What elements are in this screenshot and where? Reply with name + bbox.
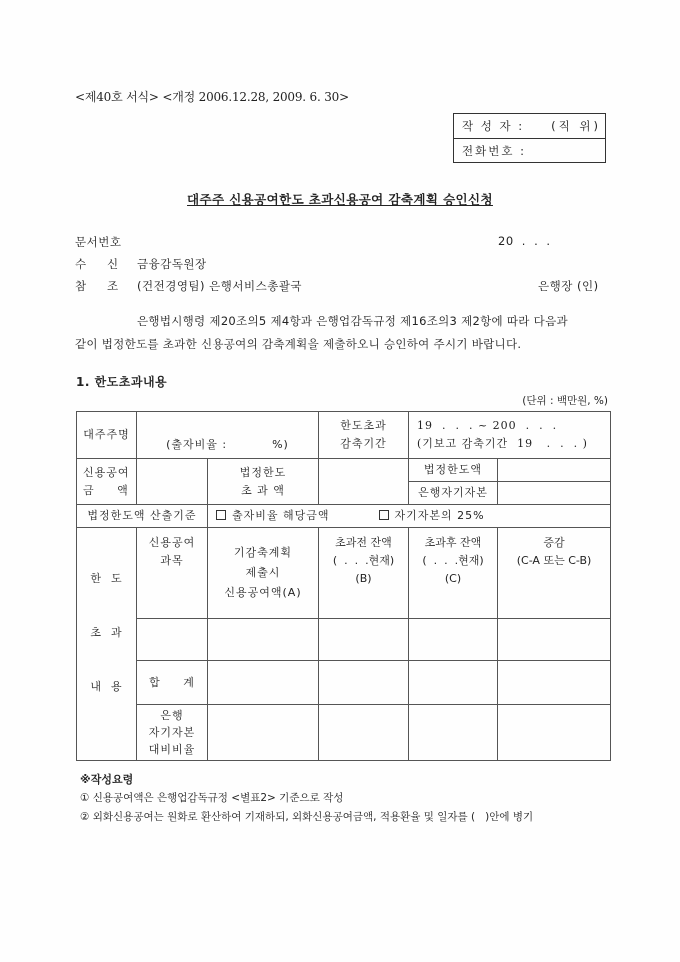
after-balance-cell[interactable]	[409, 619, 498, 661]
recipient-label-1: 수	[75, 257, 87, 271]
total-after-balance[interactable]	[409, 661, 498, 705]
basis-option-1[interactable]	[216, 509, 330, 522]
position-label: (직 위)	[551, 119, 601, 133]
excess-content-table	[76, 411, 611, 761]
total-before-balance[interactable]	[319, 661, 409, 705]
total-label: 합 계	[137, 661, 208, 705]
paragraph-line-2: 같이 법정한도를 초과한 신용공여의 감축계획을 제출하오니 승인하여 주시기 바랍니다.	[75, 337, 522, 351]
reduction-period-label-2: 감축기간	[340, 437, 387, 450]
equity-value[interactable]	[498, 482, 611, 505]
legal-limit-label: 법정한도액	[409, 459, 498, 482]
col-change-2: (C-A 또는 C-B)	[516, 554, 592, 567]
reduction-period-field[interactable]	[409, 412, 611, 459]
period-line-2: (기보고 감축기간 19 . . . )	[417, 437, 588, 450]
document-title	[0, 190, 680, 208]
major-shareholder-label: 대주주명	[77, 412, 137, 459]
credit-amount-row-1	[77, 459, 611, 482]
basis-option-1-label: 출자비율 해당금액	[232, 509, 330, 522]
reduction-period-label	[319, 412, 409, 459]
col-after-2: ( . . .현재)	[422, 554, 484, 567]
col-plan-amount-2: 제출시	[245, 566, 281, 579]
period-line-1: 19 . . . ~ 200 . . .	[417, 419, 558, 432]
phone-label: 전화번호 :	[462, 144, 526, 158]
ownership-ratio-field[interactable]	[137, 412, 319, 459]
checkbox-icon[interactable]	[379, 510, 389, 520]
recipient-label-2: 신	[107, 257, 119, 271]
excess-content-label-2: 초 과	[90, 626, 123, 639]
col-plan-amount-1: 기감축계획	[233, 546, 293, 559]
reference-label-1: 참	[75, 279, 87, 293]
title-text: 대주주 신용공여한도 초과신용공여 감축계획 승인신청	[187, 192, 493, 207]
equity-label: 은행자기자본	[409, 482, 498, 505]
excess-content-label-3: 내 용	[90, 680, 123, 693]
excess-content-label	[77, 528, 137, 761]
credit-amount-label-2: 금 액	[83, 483, 129, 497]
col-before-3: (B)	[355, 572, 372, 585]
before-balance-cell[interactable]	[319, 619, 409, 661]
col-plan-amount	[208, 528, 319, 619]
ratio-label-2: 자기자본	[148, 726, 196, 739]
col-credit-type-1: 신용공여	[148, 536, 196, 549]
detail-data-row	[77, 619, 611, 661]
total-plan-amount[interactable]	[208, 661, 319, 705]
ratio-after-balance[interactable]	[409, 705, 498, 761]
col-after-balance	[409, 528, 498, 619]
ratio-change[interactable]	[498, 705, 611, 761]
signature: 은행장 (인)	[538, 279, 599, 293]
ownership-ratio-text: (출자비율 : %)	[166, 438, 289, 451]
plan-amount-cell[interactable]	[208, 619, 319, 661]
doc-number-label: 문서번호	[75, 235, 122, 249]
col-after-1: 초과후 잔액	[424, 536, 482, 549]
credit-amount-label-1: 신용공여	[83, 465, 130, 479]
doc-date: 20 . . .	[498, 234, 551, 248]
shareholder-row	[77, 412, 611, 459]
credit-type-cell[interactable]	[137, 619, 208, 661]
recipient: 금융감독원장	[137, 257, 207, 271]
section-heading: 1. 한도초과내용	[76, 375, 168, 389]
basis-option-2-label: 자기자본의 25%	[394, 509, 485, 522]
paragraph-line-1: 은행법시행령 제20조의5 제4항과 은행업감독규정 제16조의3 제2항에 따라 다음과	[137, 314, 568, 328]
col-before-balance	[319, 528, 409, 619]
ratio-before-balance[interactable]	[319, 705, 409, 761]
credit-amount-label	[77, 459, 137, 505]
reference-label-2: 조	[107, 279, 119, 293]
col-after-3: (C)	[444, 572, 462, 585]
basis-row	[77, 505, 611, 528]
ratio-row	[77, 705, 611, 761]
note-item-1: ① 신용공여액은 은행업감독규정 <별표2> 기준으로 작성	[80, 792, 344, 804]
excess-label-1: 법정한도	[239, 465, 287, 479]
author-info-box	[453, 113, 606, 163]
note-item-2: ② 외화신용공여는 원화로 환산하여 기재하되, 외화신용공여금액, 적용환율 및 일자를 ( )안에 병기	[80, 811, 534, 823]
excess-amount-value[interactable]	[319, 459, 409, 505]
col-change	[498, 528, 611, 619]
request-paragraph	[75, 310, 610, 356]
col-before-2: ( . . .현재)	[332, 554, 395, 567]
ratio-label-3: 대비비율	[148, 743, 196, 756]
credit-amount-value[interactable]	[137, 459, 208, 505]
col-before-1: 초과전 잔액	[335, 536, 392, 549]
author-label: 작 성 자 :	[462, 119, 525, 133]
checkbox-icon[interactable]	[216, 510, 226, 520]
total-change[interactable]	[498, 661, 611, 705]
basis-options	[208, 505, 611, 528]
excess-content-label-1: 한 도	[90, 572, 123, 585]
excess-amount-label	[208, 459, 319, 505]
reduction-period-label-1: 한도초과	[340, 419, 387, 432]
col-credit-type-2: 과목	[160, 554, 184, 567]
legal-limit-value[interactable]	[498, 459, 611, 482]
unit-label: (단위 : 백만원, %)	[522, 395, 608, 407]
reference: (건전경영팀) 은행서비스총괄국	[137, 279, 303, 293]
col-change-1: 증감	[543, 536, 565, 549]
excess-label-2: 초 과 액	[241, 483, 285, 497]
basis-option-2[interactable]	[379, 509, 485, 522]
phone-row	[454, 138, 605, 162]
basis-label: 법정한도액 산출기준	[77, 505, 208, 528]
ratio-plan-amount[interactable]	[208, 705, 319, 761]
col-plan-amount-3: 신용공여액(A)	[224, 586, 302, 599]
ratio-label-1: 은행	[160, 709, 184, 722]
form-number: <제40호 서식> <개정 2006.12.28, 2009. 6. 30>	[75, 90, 349, 104]
notes-heading: ※작성요령	[80, 773, 134, 786]
detail-header-row	[77, 528, 611, 619]
author-row	[454, 114, 605, 138]
total-row	[77, 661, 611, 705]
ratio-label	[137, 705, 208, 761]
col-credit-type	[137, 528, 208, 619]
change-cell[interactable]	[498, 619, 611, 661]
writing-guide	[80, 770, 533, 827]
